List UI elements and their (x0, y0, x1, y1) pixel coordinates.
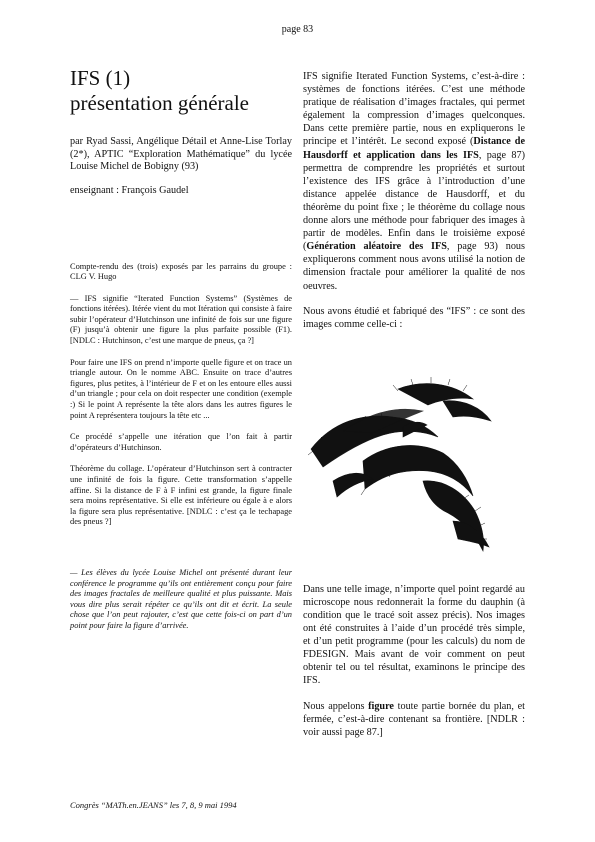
report-intro: Compte-rendu des (trois) exposés par les parrains du groupe : CLG V. Hugo (70, 261, 292, 282)
paragraph-lycee: — Les élèves du lycée Louise Michel ont présenté durant leur conférence le programme qu’ils ont entièrement conçu pour faire des images fractales de meilleure qualité et plus puissante. Mais vous dire plus serait répéter ce qu’ils ont dit et écrit. La seule chose que l’on peut rajouter, c’est que cette fois-ci on part d’un point pour faire la figure d’arrivée. (70, 567, 292, 630)
footer: Congrès “MATh.en.JEANS” les 7, 8, 9 mai 1994 (70, 800, 237, 810)
right-column (303, 70, 525, 739)
paragraph-figure-definition: Nous appelons figure toute partie bornée du plan, et fermée, c’est-à-dire contenant sa frontière. [NDLR : voir aussi page 87.] (303, 700, 525, 738)
paragraph-triangle: Pour faire une IFS on prend n’importe quelle figure et on trace un triangle autour. On le nomme ABC. Ensuite on trace d’autres figures, plus petites, à l’intérieur de F et on les entoure elles aussi d’un triangle ; pour cela on doit respecter une condition (exemple :) Si le point A représente la tête alors dans les autres figures le point A représentera toujours la tête etc ... (70, 357, 292, 420)
paragraph-ifs-definition: — IFS signifie “Iterated Function Systems” (Systèmes de fonctions itérées). Itérée vient du mot Itération qui consiste à faire subir l’opérateur d’Hutchinson une infinité de fois sur une figure (F) jusqu’à obtenir une figure la plus parfaite possible (F1). [NDLC : Hutchinson, c’est une marque de pneus, ça ?] (70, 293, 292, 346)
paragraph-zoom: Dans une telle image, n’importe quel point regardé au microscope nous redonnerait la forme du dauphin (à condition que le tracé soit assez précis). Nos images ont été construites à l’aide d’un procédé très simple, et d’un petit programme (pour les calculs) du nom de FDESIGN. Mais avant de voir comment on peut obtenir tel ou tel résultat, examinons le principe des IFS. (303, 583, 525, 687)
page-number: page 83 (281, 24, 314, 35)
title-line-2: présentation générale (70, 91, 249, 115)
article-title (70, 66, 292, 116)
title-line-1: IFS (1) (70, 66, 131, 90)
paragraph-images: Nous avons étudié et fabriqué des “IFS” : ce sont des images comme celle-ci : (303, 305, 525, 330)
paragraph-intro: IFS signifie Iterated Function Systems, c’est-à-dire : systèmes de fonctions itérées. C’est une méthode pratique de réalisation d’images fractales, qui permet également la compression d’images quelconques. Dans cette première partie, nous en expliquerons le principe et l’intérêt. Le second exposé (Distance de Hausdorff et application dans les IFS, page 87) permettra de comprendre les propriétés et surtout l’existence des IFS grâce à l’introduction d’une distance appelée distance de Hausdorff, et du théorème du point fixe ; le théorème du collage nous donne alors une méthode pour fabriquer des images à partir de modèles. Enfin dans le troisième exposé (Génération aléatoire des IFS, page 93) nous expliquerons comment nous avons utilisé la notion de dimension fractale pour améliorer la qualité de nos oeuvres. (303, 71, 526, 292)
authors: par Ryad Sassi, Angélique Détail et Anne-Lise Torlay (2*), APTIC “Exploration Mathématique” du lycée Louise Michel de Bobigny (93) (70, 136, 292, 172)
left-column (70, 66, 292, 632)
paragraph-iteration: Ce procédé s’appelle une itération que l’on fait à partir d’opérateurs d’Hutchinson. (70, 432, 292, 452)
fractal-drawing (303, 371, 525, 571)
paragraph-collage-theorem: Théorème du collage. L’opérateur d’Hutchinson sert à contracter une infinité de fois la figure. Cette transformation s’appelle affine. Si la distance de F à F infini est grande, la figure finale sera moins représentative. Si elle est inférieure ou égale à e alors la figure sera plus représentative. [NDLC : c’est ça le techapage des pneus ?] (70, 464, 292, 527)
fractal-dolphin-figure (303, 371, 525, 571)
teacher: enseignant : François Gaudel (70, 184, 189, 196)
